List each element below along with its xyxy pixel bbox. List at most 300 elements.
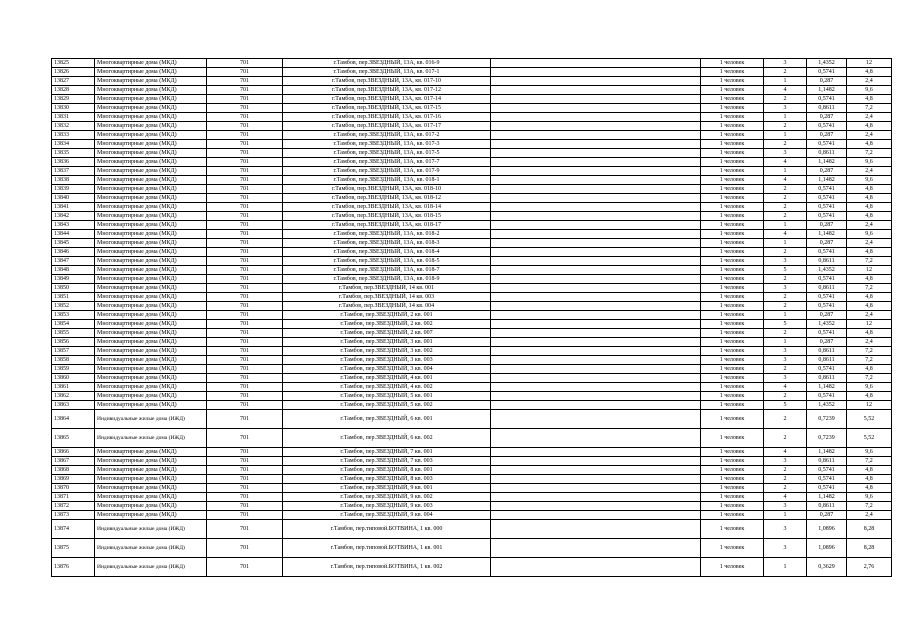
blank-cell <box>491 194 701 203</box>
persons-count-cell: 2 <box>764 392 807 401</box>
blank-cell <box>491 329 701 338</box>
row-id-cell: 13857 <box>52 347 95 356</box>
housing-type-cell: Многоквартирные дома (МКД) <box>95 374 207 383</box>
persons-count-cell: 4 <box>764 176 807 185</box>
volume-cell: 0,287 <box>807 221 847 230</box>
service-code-cell: 701 <box>207 113 283 122</box>
row-id-cell: 13872 <box>52 502 95 511</box>
table-row <box>52 457 892 466</box>
unit-cell: 1 человек <box>701 284 764 293</box>
table-row <box>52 502 892 511</box>
address-cell: г.Тамбов, пер.ЗВЕЗДНЫЙ, 6 кв. 001 <box>283 410 491 429</box>
table-row <box>52 131 892 140</box>
address-cell: г.Тамбов, пер.ЗВЕЗДНЫЙ, 2 кв. 002 <box>283 320 491 329</box>
persons-count-cell: 3 <box>764 347 807 356</box>
row-id-cell: 13831 <box>52 113 95 122</box>
persons-count-cell: 1 <box>764 167 807 176</box>
housing-type-cell: Многоквартирные дома (МКД) <box>95 356 207 365</box>
unit-cell: 1 человек <box>701 275 764 284</box>
persons-count-cell: 3 <box>764 59 807 68</box>
norm-cell: 4,8 <box>847 203 892 212</box>
housing-type-cell: Многоквартирные дома (МКД) <box>95 302 207 311</box>
persons-count-cell: 4 <box>764 383 807 392</box>
housing-type-cell: Индивидуальные жилые дома (ИЖД) <box>95 410 207 429</box>
service-code-cell: 701 <box>207 158 283 167</box>
persons-count-cell: 1 <box>764 113 807 122</box>
volume-cell: 0,287 <box>807 511 847 520</box>
blank-cell <box>491 230 701 239</box>
volume-cell: 1,0896 <box>807 539 847 558</box>
row-id-cell: 13858 <box>52 356 95 365</box>
address-cell: г.Тамбов, пер.ЗВЕЗДНЫЙ, 7 кв. 003 <box>283 457 491 466</box>
norm-cell: 9,6 <box>847 176 892 185</box>
table-row <box>52 59 892 68</box>
row-id-cell: 13836 <box>52 158 95 167</box>
persons-count-cell: 2 <box>764 329 807 338</box>
volume-cell: 0,8611 <box>807 356 847 365</box>
address-cell: г.Тамбов, пер.ЗВЕЗДНЫЙ, 3 кв. 003 <box>283 356 491 365</box>
unit-cell: 1 человек <box>701 383 764 392</box>
volume-cell: 1,4352 <box>807 320 847 329</box>
housing-type-cell: Многоквартирные дома (МКД) <box>95 194 207 203</box>
service-code-cell: 701 <box>207 95 283 104</box>
housing-type-cell: Многоквартирные дома (МКД) <box>95 140 207 149</box>
housing-type-cell: Многоквартирные дома (МКД) <box>95 95 207 104</box>
address-cell: г.Тамбов, пер.ЗВЕЗДНЫЙ, 13А, кв. 017-9 <box>283 167 491 176</box>
volume-cell: 0,287 <box>807 77 847 86</box>
persons-count-cell: 5 <box>764 401 807 410</box>
housing-type-cell: Многоквартирные дома (МКД) <box>95 212 207 221</box>
unit-cell: 1 человек <box>701 257 764 266</box>
table-row <box>52 374 892 383</box>
row-id-cell: 13840 <box>52 194 95 203</box>
housing-type-cell: Индивидуальные жилые дома (ИЖД) <box>95 429 207 448</box>
table-row <box>52 392 892 401</box>
row-id-cell: 13842 <box>52 212 95 221</box>
unit-cell: 1 человек <box>701 131 764 140</box>
persons-count-cell: 2 <box>764 212 807 221</box>
table-row <box>52 140 892 149</box>
row-id-cell: 13865 <box>52 429 95 448</box>
service-code-cell: 701 <box>207 457 283 466</box>
housing-type-cell: Индивидуальные жилые дома (ИЖД) <box>95 558 207 577</box>
housing-type-cell: Многоквартирные дома (МКД) <box>95 493 207 502</box>
unit-cell: 1 человек <box>701 167 764 176</box>
row-id-cell: 13875 <box>52 539 95 558</box>
persons-count-cell: 3 <box>764 502 807 511</box>
persons-count-cell: 3 <box>764 457 807 466</box>
service-code-cell: 701 <box>207 383 283 392</box>
persons-count-cell: 4 <box>764 158 807 167</box>
unit-cell: 1 человек <box>701 302 764 311</box>
address-cell: г.Тамбов, пер.ЗВЕЗДНЫЙ, 3 кв. 001 <box>283 338 491 347</box>
norm-cell: 12 <box>847 266 892 275</box>
table-row <box>52 275 892 284</box>
persons-count-cell: 2 <box>764 466 807 475</box>
housing-type-cell: Многоквартирные дома (МКД) <box>95 392 207 401</box>
persons-count-cell: 4 <box>764 448 807 457</box>
norm-cell: 7,2 <box>847 149 892 158</box>
blank-cell <box>491 429 701 448</box>
persons-count-cell: 2 <box>764 429 807 448</box>
service-code-cell: 701 <box>207 239 283 248</box>
service-code-cell: 701 <box>207 484 283 493</box>
volume-cell: 0,8611 <box>807 104 847 113</box>
table-row <box>52 221 892 230</box>
service-code-cell: 701 <box>207 493 283 502</box>
unit-cell: 1 человек <box>701 511 764 520</box>
persons-count-cell: 3 <box>764 257 807 266</box>
service-code-cell: 701 <box>207 194 283 203</box>
row-id-cell: 13825 <box>52 59 95 68</box>
unit-cell: 1 человек <box>701 457 764 466</box>
blank-cell <box>491 302 701 311</box>
row-id-cell: 13839 <box>52 185 95 194</box>
volume-cell: 0,5741 <box>807 140 847 149</box>
blank-cell <box>491 176 701 185</box>
address-cell: г.Тамбов, пер.ЗВЕЗДНЫЙ, 13А, кв. 018-2 <box>283 230 491 239</box>
service-code-cell: 701 <box>207 410 283 429</box>
blank-cell <box>491 140 701 149</box>
blank-cell <box>491 511 701 520</box>
blank-cell <box>491 59 701 68</box>
table-row <box>52 311 892 320</box>
address-cell: г.Тамбов, пер.типовой.БОТВИНА, 1 кв. 002 <box>283 558 491 577</box>
address-cell: г.Тамбов, пер.ЗВЕЗДНЫЙ, 13А, кв. 018-10 <box>283 185 491 194</box>
row-id-cell: 13850 <box>52 284 95 293</box>
address-cell: г.Тамбов, пер.ЗВЕЗДНЫЙ, 13А, кв. 018-1 <box>283 176 491 185</box>
volume-cell: 0,5741 <box>807 293 847 302</box>
table-row <box>52 539 892 558</box>
service-code-cell: 701 <box>207 122 283 131</box>
table-row <box>52 248 892 257</box>
row-id-cell: 13849 <box>52 275 95 284</box>
service-code-cell: 701 <box>207 320 283 329</box>
volume-cell: 0,5741 <box>807 484 847 493</box>
housing-type-cell: Многоквартирные дома (МКД) <box>95 68 207 77</box>
blank-cell <box>491 122 701 131</box>
norm-cell: 9,6 <box>847 448 892 457</box>
housing-type-cell: Многоквартирные дома (МКД) <box>95 275 207 284</box>
row-id-cell: 13853 <box>52 311 95 320</box>
blank-cell <box>491 383 701 392</box>
volume-cell: 1,1482 <box>807 448 847 457</box>
address-cell: г.Тамбов, пер.ЗВЕЗДНЫЙ, 13А, кв. 017-14 <box>283 95 491 104</box>
service-code-cell: 701 <box>207 401 283 410</box>
unit-cell: 1 человек <box>701 356 764 365</box>
service-code-cell: 701 <box>207 448 283 457</box>
row-id-cell: 13864 <box>52 410 95 429</box>
address-cell: г.Тамбов, пер.ЗВЕЗДНЫЙ, 13А, кв. 017-10 <box>283 77 491 86</box>
row-id-cell: 13855 <box>52 329 95 338</box>
persons-count-cell: 1 <box>764 239 807 248</box>
address-cell: г.Тамбов, пер.ЗВЕЗДНЫЙ, 13А, кв. 017-2 <box>283 131 491 140</box>
housing-type-cell: Многоквартирные дома (МКД) <box>95 266 207 275</box>
volume-cell: 0,287 <box>807 131 847 140</box>
persons-count-cell: 3 <box>764 520 807 539</box>
row-id-cell: 13876 <box>52 558 95 577</box>
service-code-cell: 701 <box>207 475 283 484</box>
row-id-cell: 13867 <box>52 457 95 466</box>
service-code-cell: 701 <box>207 329 283 338</box>
table-row <box>52 167 892 176</box>
housing-type-cell: Многоквартирные дома (МКД) <box>95 230 207 239</box>
unit-cell: 1 человек <box>701 68 764 77</box>
address-cell: г.Тамбов, пер.ЗВЕЗДНЫЙ, 3 кв. 002 <box>283 347 491 356</box>
blank-cell <box>491 493 701 502</box>
volume-cell: 0,3629 <box>807 558 847 577</box>
persons-count-cell: 1 <box>764 338 807 347</box>
unit-cell: 1 человек <box>701 221 764 230</box>
blank-cell <box>491 113 701 122</box>
unit-cell: 1 человек <box>701 401 764 410</box>
row-id-cell: 13832 <box>52 122 95 131</box>
housing-type-cell: Многоквартирные дома (МКД) <box>95 347 207 356</box>
persons-count-cell: 2 <box>764 122 807 131</box>
table-row <box>52 122 892 131</box>
volume-cell: 0,8611 <box>807 284 847 293</box>
volume-cell: 1,0896 <box>807 520 847 539</box>
service-code-cell: 701 <box>207 429 283 448</box>
table-row <box>52 212 892 221</box>
volume-cell: 0,287 <box>807 167 847 176</box>
blank-cell <box>491 131 701 140</box>
norm-cell: 4,8 <box>847 365 892 374</box>
volume-cell: 0,5741 <box>807 122 847 131</box>
norm-cell: 4,8 <box>847 484 892 493</box>
housing-type-cell: Многоквартирные дома (МКД) <box>95 131 207 140</box>
blank-cell <box>491 248 701 257</box>
persons-count-cell: 1 <box>764 511 807 520</box>
table-row <box>52 347 892 356</box>
norm-cell: 4,8 <box>847 248 892 257</box>
table-row <box>52 338 892 347</box>
unit-cell: 1 человек <box>701 203 764 212</box>
volume-cell: 0,5741 <box>807 475 847 484</box>
row-id-cell: 13860 <box>52 374 95 383</box>
unit-cell: 1 человек <box>701 365 764 374</box>
persons-count-cell: 2 <box>764 194 807 203</box>
table-row <box>52 86 892 95</box>
address-cell: г.Тамбов, пер.ЗВЕЗДНЫЙ, 13А, кв. 018-9 <box>283 275 491 284</box>
housing-type-cell: Многоквартирные дома (МКД) <box>95 158 207 167</box>
blank-cell <box>491 149 701 158</box>
persons-count-cell: 1 <box>764 558 807 577</box>
housing-type-cell: Многоквартирные дома (МКД) <box>95 59 207 68</box>
housing-type-cell: Многоквартирные дома (МКД) <box>95 104 207 113</box>
table-row <box>52 511 892 520</box>
unit-cell: 1 человек <box>701 230 764 239</box>
address-cell: г.Тамбов, пер.ЗВЕЗДНЫЙ, 13А, кв. 017-15 <box>283 104 491 113</box>
table-row <box>52 149 892 158</box>
table-row <box>52 329 892 338</box>
unit-cell: 1 человек <box>701 77 764 86</box>
blank-cell <box>491 221 701 230</box>
blank-cell <box>491 68 701 77</box>
unit-cell: 1 человек <box>701 212 764 221</box>
housing-type-cell: Многоквартирные дома (МКД) <box>95 149 207 158</box>
address-cell: г.Тамбов, пер.ЗВЕЗДНЫЙ, 13А, кв. 018-5 <box>283 257 491 266</box>
address-cell: г.Тамбов, пер.ЗВЕЗДНЫЙ, 13А, кв. 018-17 <box>283 221 491 230</box>
service-code-cell: 701 <box>207 149 283 158</box>
norm-cell: 8,28 <box>847 539 892 558</box>
housing-type-cell: Многоквартирные дома (МКД) <box>95 113 207 122</box>
unit-cell: 1 человек <box>701 448 764 457</box>
unit-cell: 1 человек <box>701 493 764 502</box>
row-id-cell: 13841 <box>52 203 95 212</box>
volume-cell: 1,4352 <box>807 59 847 68</box>
unit-cell: 1 человек <box>701 475 764 484</box>
row-id-cell: 13827 <box>52 77 95 86</box>
unit-cell: 1 человек <box>701 484 764 493</box>
unit-cell: 1 человек <box>701 113 764 122</box>
row-id-cell: 13843 <box>52 221 95 230</box>
blank-cell <box>491 284 701 293</box>
housing-type-cell: Индивидуальные жилые дома (ИЖД) <box>95 520 207 539</box>
unit-cell: 1 человек <box>701 95 764 104</box>
table-row <box>52 185 892 194</box>
norm-cell: 4,8 <box>847 95 892 104</box>
address-cell: г.Тамбов, пер.ЗВЕЗДНЫЙ, 13А, кв. 018-7 <box>283 266 491 275</box>
row-id-cell: 13868 <box>52 466 95 475</box>
service-code-cell: 701 <box>207 520 283 539</box>
norm-cell: 2,4 <box>847 167 892 176</box>
row-id-cell: 13862 <box>52 392 95 401</box>
unit-cell: 1 человек <box>701 158 764 167</box>
housing-type-cell: Многоквартирные дома (МКД) <box>95 448 207 457</box>
service-code-cell: 701 <box>207 502 283 511</box>
table-row <box>52 266 892 275</box>
row-id-cell: 13844 <box>52 230 95 239</box>
persons-count-cell: 2 <box>764 475 807 484</box>
norm-cell: 7,2 <box>847 356 892 365</box>
persons-count-cell: 2 <box>764 275 807 284</box>
row-id-cell: 13847 <box>52 257 95 266</box>
persons-count-cell: 2 <box>764 293 807 302</box>
blank-cell <box>491 520 701 539</box>
unit-cell: 1 человек <box>701 539 764 558</box>
table-row <box>52 466 892 475</box>
table-body <box>52 59 892 577</box>
address-cell: г.Тамбов, пер.ЗВЕЗДНЫЙ, 13А, кв. 017-5 <box>283 149 491 158</box>
blank-cell <box>491 320 701 329</box>
service-code-cell: 701 <box>207 212 283 221</box>
norm-cell: 4,8 <box>847 466 892 475</box>
norm-cell: 2,4 <box>847 131 892 140</box>
volume-cell: 0,5741 <box>807 466 847 475</box>
address-cell: г.Тамбов, пер.ЗВЕЗДНЫЙ, 4 кв. 001 <box>283 374 491 383</box>
unit-cell: 1 человек <box>701 374 764 383</box>
service-code-cell: 701 <box>207 257 283 266</box>
norm-cell: 4,8 <box>847 302 892 311</box>
volume-cell: 0,5741 <box>807 329 847 338</box>
blank-cell <box>491 410 701 429</box>
table-row <box>52 356 892 365</box>
blank-cell <box>491 448 701 457</box>
blank-cell <box>491 502 701 511</box>
table-row <box>52 320 892 329</box>
persons-count-cell: 4 <box>764 493 807 502</box>
unit-cell: 1 человек <box>701 320 764 329</box>
blank-cell <box>491 104 701 113</box>
service-code-cell: 701 <box>207 248 283 257</box>
norm-cell: 4,8 <box>847 122 892 131</box>
row-id-cell: 13870 <box>52 484 95 493</box>
housing-type-cell: Многоквартирные дома (МКД) <box>95 320 207 329</box>
norm-cell: 2,4 <box>847 311 892 320</box>
volume-cell: 0,8611 <box>807 347 847 356</box>
housing-type-cell: Многоквартирные дома (МКД) <box>95 338 207 347</box>
address-cell: г.Тамбов, пер.типовой.БОТВИНА, 1 кв. 001 <box>283 539 491 558</box>
norm-cell: 7,2 <box>847 457 892 466</box>
housing-type-cell: Многоквартирные дома (МКД) <box>95 293 207 302</box>
unit-cell: 1 человек <box>701 502 764 511</box>
volume-cell: 0,8611 <box>807 502 847 511</box>
housing-type-cell: Многоквартирные дома (МКД) <box>95 185 207 194</box>
norm-cell: 2,4 <box>847 239 892 248</box>
table-row <box>52 68 892 77</box>
persons-count-cell: 3 <box>764 104 807 113</box>
persons-count-cell: 3 <box>764 374 807 383</box>
norm-cell: 7,2 <box>847 104 892 113</box>
norm-cell: 4,8 <box>847 140 892 149</box>
housing-type-cell: Многоквартирные дома (МКД) <box>95 311 207 320</box>
persons-count-cell: 1 <box>764 311 807 320</box>
persons-count-cell: 3 <box>764 284 807 293</box>
norm-cell: 2,4 <box>847 77 892 86</box>
row-id-cell: 13834 <box>52 140 95 149</box>
persons-count-cell: 2 <box>764 68 807 77</box>
volume-cell: 1,4352 <box>807 266 847 275</box>
row-id-cell: 13871 <box>52 493 95 502</box>
unit-cell: 1 человек <box>701 329 764 338</box>
address-cell: г.Тамбов, пер.ЗВЕЗДНЫЙ, 5 кв. 002 <box>283 401 491 410</box>
address-cell: г.Тамбов, пер.ЗВЕЗДНЫЙ, 4 кв. 002 <box>283 383 491 392</box>
unit-cell: 1 человек <box>701 194 764 203</box>
table-row <box>52 558 892 577</box>
persons-count-cell: 1 <box>764 221 807 230</box>
housing-type-cell: Многоквартирные дома (МКД) <box>95 77 207 86</box>
housing-type-cell: Многоквартирные дома (МКД) <box>95 383 207 392</box>
unit-cell: 1 человек <box>701 176 764 185</box>
service-code-cell: 701 <box>207 86 283 95</box>
service-code-cell: 701 <box>207 230 283 239</box>
address-cell: г.Тамбов, пер.ЗВЕЗДНЫЙ, 14 кв. 004 <box>283 302 491 311</box>
table-row <box>52 365 892 374</box>
service-code-cell: 701 <box>207 466 283 475</box>
volume-cell: 1,1482 <box>807 86 847 95</box>
norm-cell: 9,6 <box>847 383 892 392</box>
volume-cell: 0,7239 <box>807 410 847 429</box>
address-cell: г.Тамбов, пер.ЗВЕЗДНЫЙ, 9 кв. 001 <box>283 484 491 493</box>
norm-cell: 2,4 <box>847 511 892 520</box>
address-cell: г.Тамбов, пер.ЗВЕЗДНЫЙ, 7 кв. 001 <box>283 448 491 457</box>
unit-cell: 1 человек <box>701 410 764 429</box>
housing-type-cell: Многоквартирные дома (МКД) <box>95 511 207 520</box>
norm-cell: 9,6 <box>847 493 892 502</box>
persons-count-cell: 3 <box>764 149 807 158</box>
volume-cell: 1,1482 <box>807 230 847 239</box>
service-code-cell: 701 <box>207 311 283 320</box>
persons-count-cell: 3 <box>764 539 807 558</box>
table-row <box>52 484 892 493</box>
volume-cell: 0,8611 <box>807 149 847 158</box>
service-code-cell: 701 <box>207 77 283 86</box>
service-code-cell: 701 <box>207 374 283 383</box>
table-row <box>52 429 892 448</box>
persons-count-cell: 2 <box>764 302 807 311</box>
housing-type-cell: Многоквартирные дома (МКД) <box>95 167 207 176</box>
